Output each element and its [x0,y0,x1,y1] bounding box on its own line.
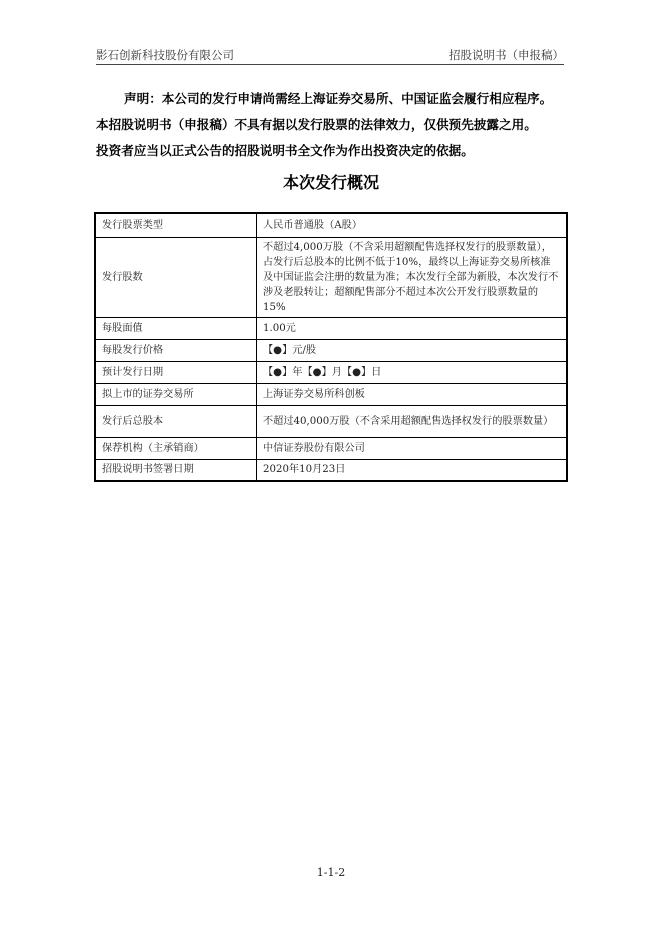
row-label: 保荐机构（主承销商） [95,437,257,459]
declaration [96,86,566,164]
table-row [95,317,567,339]
table-row [95,213,567,237]
row-value: 人民币普通股（A股） [257,213,568,237]
row-label: 拟上市的证券交易所 [95,383,257,405]
table-row [95,437,567,459]
offering-summary-table [94,212,568,482]
page-header [96,46,564,64]
page-number: 1-1-2 [316,866,346,879]
declaration-line: 声明：本公司的发行申请尚需经上海证券交易所、中国证监会履行相应程序。 [124,91,553,106]
row-value: 【●】元/股 [257,339,568,361]
row-label: 发行股数 [95,237,257,317]
row-value: 2020年10月23日 [257,459,568,481]
row-value: 中信证券股份有限公司 [257,437,568,459]
declaration-line: 本招股说明书（申报稿）不具有据以发行股票的法律效力，仅供预先披露之用。 [96,117,537,132]
row-value: 上海证券交易所科创板 [257,383,568,405]
row-value: 不超过4,000万股（不含采用超额配售选择权发行的股票数量），占发行后总股本的比例不低于10%，最终以上海证券交易所核准及中国证监会注册的数量为准；本次发行全部为新股，本次发行不涉及老股转让；超额配售部分不超过本次公开发行股票数量的15% [257,237,568,317]
table-row [95,237,567,317]
header-rule [96,64,564,65]
row-label: 发行后总股本 [95,405,257,437]
declaration-line: 投资者应当以正式公告的招股说明书全文作为作出投资决定的依据。 [96,143,474,158]
table-row [95,459,567,481]
row-value: 1.00元 [257,317,568,339]
header-company: 影石创新科技股份有限公司 [96,48,234,62]
row-value: 不超过40,000万股（不含采用超额配售选择权发行的股票数量） [257,405,568,437]
table-row [95,383,567,405]
row-label: 发行股票类型 [95,213,257,237]
header-doc-type: 招股说明书（申报稿） [449,48,564,62]
row-label: 预计发行日期 [95,361,257,383]
row-label: 招股说明书签署日期 [95,459,257,481]
table-row [95,405,567,437]
row-label: 每股面值 [95,317,257,339]
row-label: 每股发行价格 [95,339,257,361]
table-row [95,339,567,361]
row-value: 【●】年【●】月【●】日 [257,361,568,383]
table-row [95,361,567,383]
section-title: 本次发行概况 [282,173,379,192]
